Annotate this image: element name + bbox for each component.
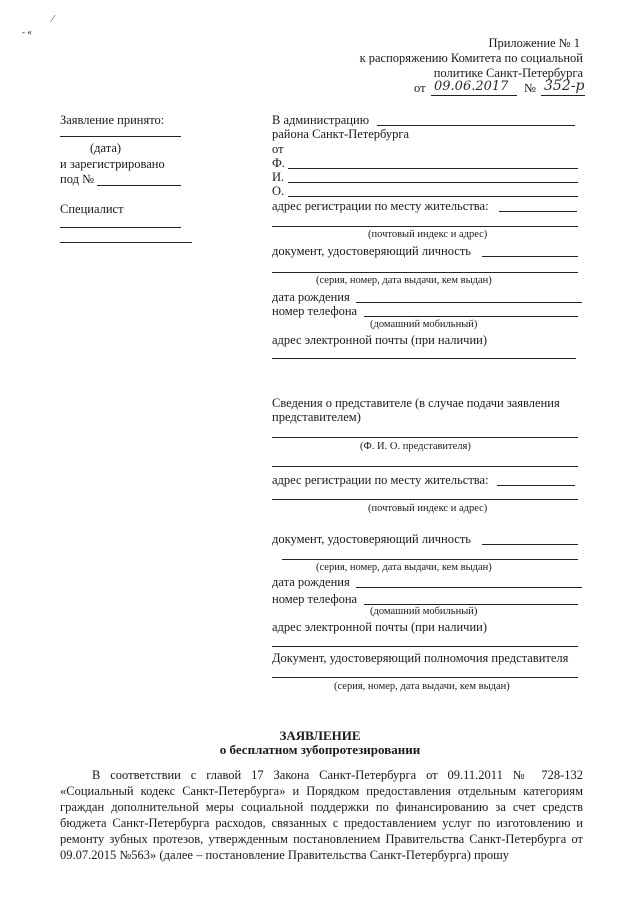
phone-caption: (домашний мобильный) xyxy=(370,319,478,330)
rep-reg-address-label: адрес регистрации по месту жительства: xyxy=(272,473,489,487)
authority-caption: (серия, номер, дата выдачи, кем выдан) xyxy=(334,681,510,692)
representative-heading-cont: представителем) xyxy=(272,410,361,424)
surname-line xyxy=(288,168,578,169)
scan-mark: ⁄ xyxy=(52,14,54,25)
specialist-label: Специалист xyxy=(60,202,124,216)
accepted-date-line xyxy=(60,136,181,137)
document-caption: (серия, номер, дата выдачи, кем выдан) xyxy=(316,275,492,286)
appendix-order: к распоряжению Комитета по социальной xyxy=(359,51,583,65)
rep-phone-line xyxy=(364,604,578,605)
number-underline xyxy=(541,95,585,96)
authority-document-label: Документ, удостоверяющий полномочия представителя xyxy=(272,651,569,665)
birth-date-label: дата рождения xyxy=(272,290,350,304)
document-details-line xyxy=(272,272,578,273)
to-admin-label: В администрацию xyxy=(272,113,370,127)
reg-address-line xyxy=(499,211,577,212)
admin-line xyxy=(377,125,575,126)
patronymic-label: О. xyxy=(272,184,285,198)
appendix-committee: политике Санкт-Петербурга xyxy=(433,66,583,80)
statement-subtitle: о бесплатном зубопротезировании xyxy=(219,742,421,757)
statement-title: ЗАЯВЛЕНИЕ xyxy=(279,728,361,743)
phone-label: номер телефона xyxy=(272,304,358,318)
accepted-label: Заявление принято: xyxy=(60,113,165,127)
postal-caption: (почтовый индекс и адрес) xyxy=(368,229,488,240)
birth-date-line xyxy=(356,302,582,303)
rep-postal-caption: (почтовый индекс и адрес) xyxy=(368,503,488,514)
district-label: района Санкт-Петербурга xyxy=(272,127,410,141)
order-date: 09.06.2017 xyxy=(434,79,509,94)
rep-email-label: адрес электронной почты (при наличии) xyxy=(272,620,487,634)
name-line xyxy=(288,182,578,183)
reg-address-label: адрес регистрации по месту жительства: xyxy=(272,199,489,213)
rep-reg-address-line xyxy=(497,485,575,486)
rep-phone-label: номер телефона xyxy=(272,592,358,606)
email-line xyxy=(272,358,576,359)
number-prefix: № xyxy=(524,81,536,95)
representative-heading: Сведения о представителе (в случае подачи заявления xyxy=(272,396,560,410)
rep-document-caption: (серия, номер, дата выдачи, кем выдан) xyxy=(316,562,492,573)
rep-birth-date-label: дата рождения xyxy=(272,575,350,589)
representative-fio-line xyxy=(272,437,578,438)
rep-phone-caption: (домашний мобильный) xyxy=(370,606,478,617)
rep-birth-date-line xyxy=(356,587,582,588)
appendix-title: Приложение № 1 xyxy=(488,36,580,50)
id-document-line xyxy=(482,256,578,257)
representative-fio-caption: (Ф. И. О. представителя) xyxy=(360,441,471,452)
order-number: 352-р xyxy=(544,78,585,94)
representative-blank-line xyxy=(272,466,578,467)
email-label: адрес электронной почты (при наличии) xyxy=(272,333,487,347)
registration-number-line xyxy=(97,185,181,186)
from-label: от xyxy=(272,142,284,156)
rep-id-document-line xyxy=(482,544,578,545)
name-label: И. xyxy=(272,170,285,184)
date-caption: (дата) xyxy=(90,141,122,155)
specialist-line-2 xyxy=(60,242,192,243)
registered-label: и зарегистрировано xyxy=(60,157,165,171)
rep-email-line xyxy=(272,646,578,647)
id-document-label: документ, удостоверяющий личность xyxy=(272,244,472,258)
phone-line xyxy=(364,316,578,317)
rep-document-details-line xyxy=(282,559,578,560)
authority-document-line xyxy=(272,677,578,678)
specialist-line-1 xyxy=(60,227,181,228)
scan-mark: - « xyxy=(22,27,32,37)
patronymic-line xyxy=(288,196,578,197)
under-number-label: под № xyxy=(60,172,94,186)
surname-label: Ф. xyxy=(272,156,286,170)
address-line xyxy=(272,226,578,227)
rep-id-document-label: документ, удостоверяющий личность xyxy=(272,532,472,546)
rep-address-line xyxy=(272,499,578,500)
date-prefix: от xyxy=(414,81,426,95)
date-underline xyxy=(431,95,517,96)
statement-body: В соответствии с главой 17 Закона Санкт-Петербурга от 09.11.2011 № 728-132 «Социальный кодекс Санкт-Петербурга» и Порядком предоставления отдельным категориям граждан дополнительной меры социальной поддержки по финансированию за счет средств бюджета Санкт-Петербурга расходов, связанных с предоставлением услуг по изготовлению и ремонту зубных протезов, утвержденным постановлением Правительства Санкт-Петербурга от 09.07.2015 №563» (далее – постановление Правительства Санкт-Петербурга) прошу xyxy=(60,768,583,862)
